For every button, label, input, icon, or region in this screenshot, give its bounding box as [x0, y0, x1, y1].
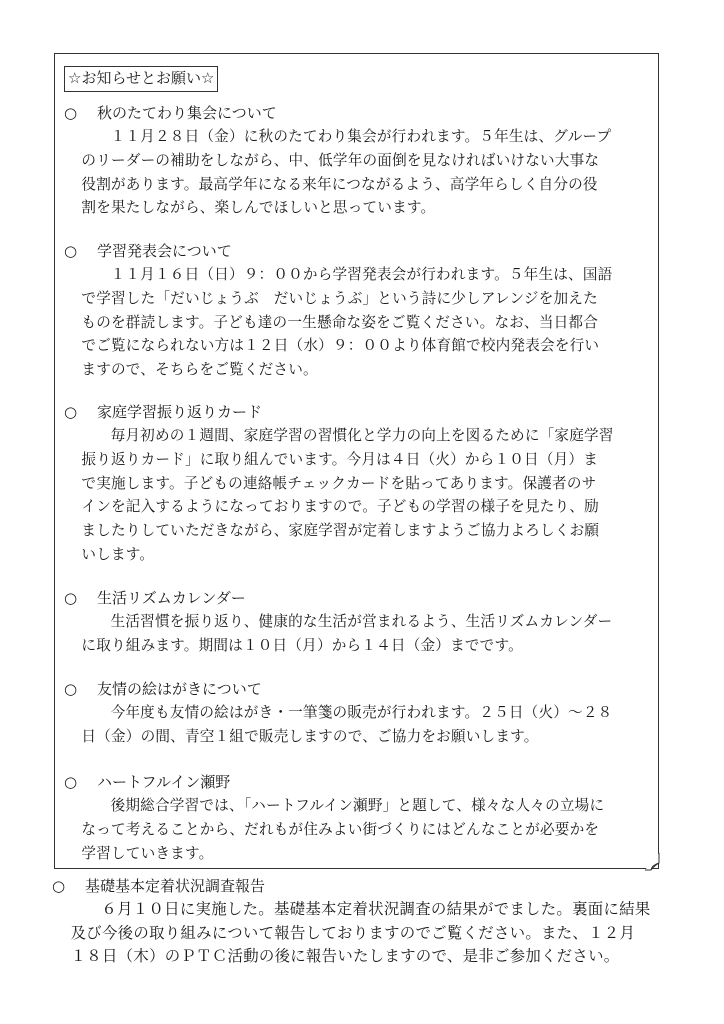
- section-line: 役割があります。最高学年になる来年につながるよう、高学年らしく自分の役: [81, 175, 598, 193]
- section-line: に取り組みます。期間は１０日（月）から１４日（金）までです。: [81, 636, 523, 654]
- circle-bullet-icon: ○: [64, 589, 78, 607]
- section-line: 割を果たしながら、楽しんでほしいと思っています。: [81, 199, 436, 217]
- section-title: 生活リズムカレンダー: [97, 589, 246, 607]
- report-title: 基礎基本定着状況調査報告: [85, 877, 266, 895]
- report-line: １８日（木）のＰＴＣ活動の後に報告いたしますので、是非ご参加ください。: [70, 947, 620, 965]
- section-line: ますので、そちらをご覧ください。: [81, 361, 318, 379]
- section-title: 友情の絵はがきについて: [97, 680, 262, 698]
- section-line: 生活習慣を振り返り、健康的な生活が営まれるよう、生活リズムカレンダー: [110, 613, 613, 630]
- report-line: ６月１０日に実施した。基礎基本定着状況調査の結果がでました。裏面に結果: [101, 900, 651, 918]
- section-title: ハートフルイン瀬野: [97, 773, 231, 791]
- circle-bullet-icon: ○: [52, 877, 66, 895]
- section-line: 学習していきます。: [81, 844, 214, 862]
- section-title-row: [64, 400, 654, 424]
- section-title-row: [64, 770, 654, 794]
- section-line: １１月２８日（金）に秋のたてわり集会が行われます。５年生は、グループ: [110, 128, 612, 145]
- notice-heading: ☆お知らせとお願い☆: [64, 66, 218, 92]
- circle-bullet-icon: ○: [64, 403, 78, 421]
- circle-bullet-icon: ○: [64, 773, 78, 791]
- section-title: 家庭学習振り返りカード: [97, 403, 263, 421]
- notice-section: [64, 101, 654, 220]
- section-line: 後期総合学習では、「ハートフルイン瀬野」と題して、様々な人々の立場に: [110, 797, 605, 814]
- section-line: ものを群読します。子ども達の一生懸命な姿をご覧ください。なお、当日都合: [81, 313, 599, 331]
- section-body: [64, 610, 654, 658]
- section-title: 学習発表会について: [97, 242, 232, 260]
- section-title-row: [64, 101, 654, 125]
- section-title-row: [64, 239, 654, 263]
- notice-section: [64, 400, 654, 567]
- section-line: ましたりしていただきながら、家庭学習が定着しますようご協力よろしくお願: [81, 522, 600, 540]
- section-line: １１月１６日（日）９：００から学習発表会が行われます。５年生は、国語: [110, 266, 613, 283]
- section-line: なって考えることから、だれもが住みよい街づくりにはどんなことが必要かを: [81, 820, 600, 838]
- report-line: 及び今後の取り組みについて報告しておりますのでご覧ください。また、１２月: [70, 923, 636, 942]
- report-title-row: [52, 874, 672, 898]
- report-section: [52, 874, 672, 969]
- section-line: 日（金）の間、青空１組で販売しますので、ご協力をお願いします。: [81, 727, 539, 745]
- section-body: [64, 424, 654, 567]
- section-line: 今年度も友情の絵はがき・一筆箋の販売が行われます。２５日（火）～２８: [110, 704, 613, 721]
- section-line: のリーダーの補助をしながら、中、低学年の面倒を見なければいけない大事な: [81, 151, 600, 169]
- notice-section: [64, 677, 654, 749]
- notice-section: [64, 586, 654, 658]
- notice-section: [64, 770, 654, 865]
- section-line: いします。: [81, 545, 155, 563]
- circle-bullet-icon: ○: [64, 242, 78, 260]
- section-line: インを記入するようになっておりますので。子どもの学習の様子を見たり、励: [81, 498, 599, 516]
- notice-section: [64, 239, 654, 382]
- circle-bullet-icon: ○: [64, 680, 78, 698]
- section-body: [64, 701, 654, 749]
- report-body: [52, 898, 672, 969]
- section-title: 秋のたてわり集会について: [97, 104, 277, 122]
- section-line: でご覧になられない方は１２日（水）９：００より体育館で校内発表会を行い: [81, 337, 600, 355]
- section-body: [64, 125, 654, 220]
- section-line: 毎月初めの１週間、家庭学習の習慣化と学力の向上を図るために「家庭学習: [110, 427, 614, 444]
- section-body: [64, 794, 654, 865]
- section-line: で実施します。子どもの連絡帳チェックカードを貼ってあります。保護者のサ: [81, 474, 597, 492]
- section-body: [64, 263, 654, 382]
- section-line: で学習した「だいじょうぶ だいじょうぶ」という詩に少しアレンジを加えた: [81, 289, 598, 307]
- section-title-row: [64, 677, 654, 701]
- section-line: 振り返りカード」に取り組んでいます。今月は４日（火）から１０日（月）ま: [81, 450, 599, 468]
- section-title-row: [64, 586, 654, 610]
- circle-bullet-icon: ○: [64, 104, 78, 122]
